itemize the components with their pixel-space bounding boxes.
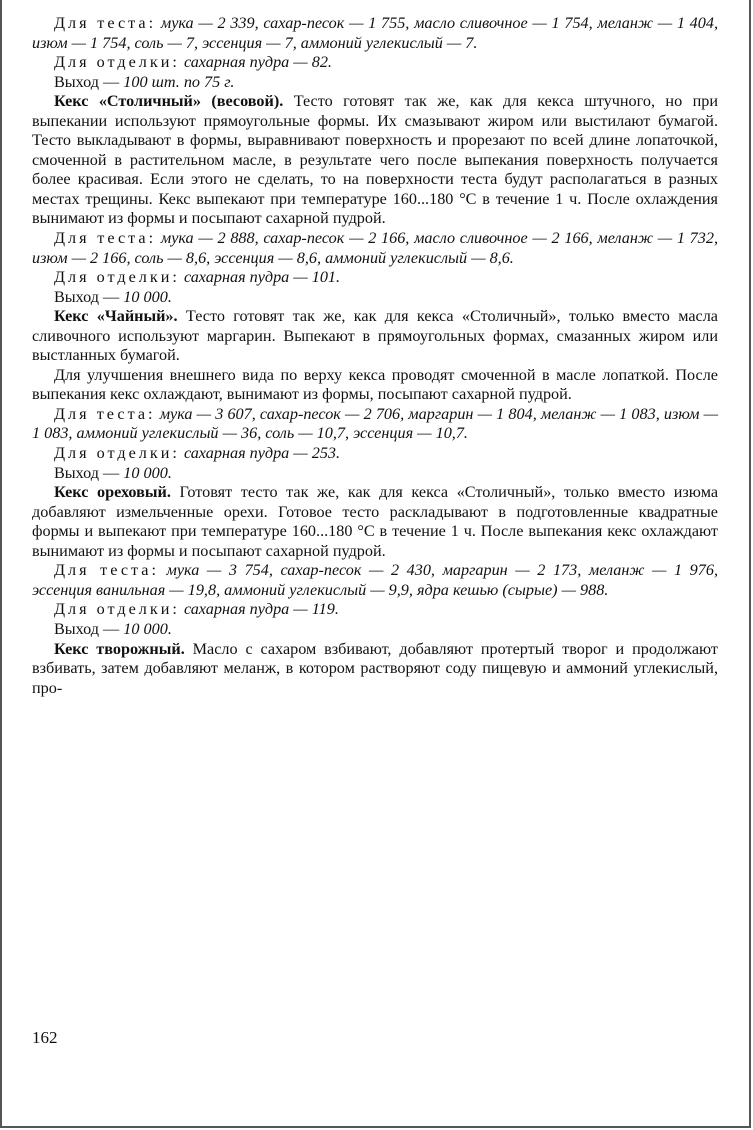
paragraph-dough-ingredients xyxy=(32,229,718,268)
ingredient-list: мука — 3 754, сахар-песок — 2 430, маргарин — 2 173, меланж — 1 976, эссенция ванильная — 19,8, аммоний углекислый — 9,9, ядра кешью (сырые) — 988. xyxy=(32,561,718,599)
recipe-text: Масло с сахаром взбивают, добавляют протертый творог и продолжают взбивать, затем добавляют меланж, в котором растворяют соду пищевую и аммоний углекислый, про- xyxy=(32,639,718,697)
paragraph-recipe-orekhovy xyxy=(32,483,718,561)
paragraph-finish-ingredients xyxy=(32,268,718,288)
paragraph-recipe-chayny xyxy=(32,307,718,366)
paragraph-dough-ingredients xyxy=(32,14,718,53)
paragraph-dough-ingredients xyxy=(32,405,718,444)
yield-label: Выход — xyxy=(54,287,120,306)
yield-value: 10 000. xyxy=(123,463,172,482)
paragraph-yield xyxy=(32,73,718,93)
ingredient-label: Для теста: xyxy=(54,404,156,423)
paragraph-dough-ingredients xyxy=(32,561,718,600)
ingredient-label: Для отделки: xyxy=(54,53,180,72)
paragraph-yield xyxy=(32,620,718,640)
ingredient-list: сахарная пудра — 119. xyxy=(183,600,339,619)
paragraph-yield xyxy=(32,464,718,484)
recipe-text: Тесто готовят так же, как для кекса «Столичный», только вместо масла сливочного используют маргарин. Выпекают в прямоугольных формах, смазанных жиром или выстланных бумагой. xyxy=(32,307,718,365)
paragraph-recipe-tvorozhny xyxy=(32,640,718,699)
yield-label: Выход — xyxy=(54,72,120,91)
recipe-text: Готовят тесто так же, как для кекса «Столичный», только вместо изюма добавляют измельченные орехи. Готовое тесто раскладывают в подготовленные квадратные формы и выпекают при температуре 160...180 °С в течение 1 ч. После выпекания кекс охлаждают вынимают из формы и посыпают сахарной пудрой. xyxy=(32,483,719,560)
yield-label: Выход — xyxy=(54,619,120,638)
paragraph-finish-ingredients xyxy=(32,600,718,620)
ingredient-list: мука — 2 339, сахар-песок — 1 755, масло сливочное — 1 754, меланж — 1 404, изюм — 1 754, соль — 7, эссенция — 7, аммоний углекислый — 7. xyxy=(32,14,719,52)
yield-value: 100 шт. по 75 г. xyxy=(123,72,235,91)
ingredient-label: Для отделки: xyxy=(54,600,180,619)
paragraph-body xyxy=(32,366,718,405)
body-text: Для улучшения внешнего вида по верху кекса проводят смоченной в масле лопаткой. После выпекания кекс охлаждают, вынимают из формы, посыпают сахарной пудрой. xyxy=(32,365,718,404)
ingredient-list: мука — 3 607, сахар-песок — 2 706, маргарин — 1 804, меланж — 1 083, изюм — 1 083, аммоний углекислый — 36, соль — 10,7, эссенция — 10,7. xyxy=(32,404,718,443)
paragraph-finish-ingredients xyxy=(32,53,718,73)
yield-value: 10 000. xyxy=(123,287,172,306)
recipe-title: Кекс «Чайный». xyxy=(54,307,178,326)
page-number: 162 xyxy=(32,1028,58,1047)
ingredient-list: мука — 2 888, сахар-песок — 2 166, масло сливочное — 2 166, меланж — 1 732, изюм — 2 166, соль — 8,6, эссенция — 8,6, аммоний углекислый — 8,6. xyxy=(32,229,719,267)
yield-label: Выход — xyxy=(54,463,120,482)
paragraph-recipe-stolichny xyxy=(32,92,718,229)
ingredient-list: сахарная пудра — 253. xyxy=(183,444,341,463)
paragraph-yield xyxy=(32,288,718,308)
ingredient-label: Для отделки: xyxy=(54,268,180,287)
ingredient-list: сахарная пудра — 82. xyxy=(183,53,332,72)
recipe-title: Кекс ореховый. xyxy=(54,483,171,502)
recipe-text: Тесто готовят так же, как для кекса штучного, но при выпекании используют прямоугольные формы. Их смазывают жиром или выстилают бумагой. Тесто выкладывают в формы, выравнивают поверхность и прорезают по всей длине лопаточкой, смоченной в растительном масле, в результате чего после выпекания поверхность получается более красивая. Если этого не сделать, то на поверхности теста будут располагаться в разных местах трещины. Кекс выпекают при температуре 160...180 °С в течение 1 ч. После охлаждения вынимают из формы и посыпают сахарной пудрой. xyxy=(32,92,719,228)
yield-value: 10 000. xyxy=(123,619,172,638)
ingredient-label: Для отделки: xyxy=(54,444,180,463)
ingredient-list: сахарная пудра — 101. xyxy=(183,268,341,287)
recipe-title: Кекс творожный. xyxy=(54,639,185,658)
ingredient-label: Для теста: xyxy=(54,229,157,248)
recipe-title: Кекс «Столичный» (весовой). xyxy=(54,92,284,111)
ingredient-label: Для теста: xyxy=(54,561,159,580)
paragraph-finish-ingredients xyxy=(32,444,718,464)
text-block xyxy=(32,14,718,698)
ingredient-label: Для теста: xyxy=(54,14,157,32)
